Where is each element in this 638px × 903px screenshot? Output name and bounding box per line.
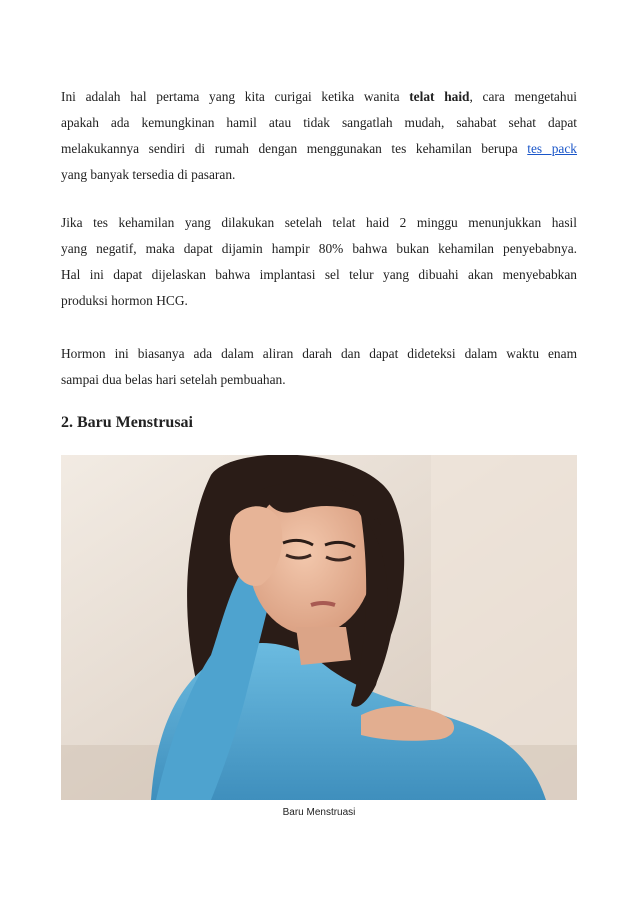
tes-pack-link[interactable]: tes pack <box>527 141 578 156</box>
paragraph-3-line-2: sampai dua belas hari setelah pembuahan. <box>61 372 286 387</box>
bold-term: telat haid <box>409 89 470 104</box>
paragraph-3-line-1: Hormon ini biasanya ada dalam aliran darah dan dapat dideteksi dalam waktu enam <box>61 346 577 361</box>
paragraph-1 <box>61 84 577 188</box>
paragraph-1-line-2: apakah ada kemungkinan hamil atau tidak sangatlah mudah, sahabat sehat dapat <box>61 115 577 130</box>
paragraph-2-line-3: Hal ini dapat dijelaskan bahwa implantasi sel telur yang dibuahi akan menyebabkan <box>61 267 577 282</box>
paragraph-1-line-1: Ini adalah hal pertama yang kita curigai ketika wanita telat haid, cara mengetahui <box>61 89 577 104</box>
paragraph-2 <box>61 210 577 314</box>
paragraph-2-line-1: Jika tes kehamilan yang dilakukan setelah telat haid 2 minggu menunjukkan hasil <box>61 215 577 230</box>
paragraph-1-line-3: melakukannya sendiri di rumah dengan menggunakan tes kehamilan berupa tes pack <box>61 141 578 156</box>
woman-stomach-pain-photo <box>61 455 577 800</box>
paragraph-1-line-4: yang banyak tersedia di pasaran. <box>61 167 236 182</box>
paragraph-2-line-4: produksi hormon HCG. <box>61 293 188 308</box>
paragraph-3 <box>61 341 577 393</box>
paragraph-2-line-2: yang negatif, maka dapat dijamin hampir 80% bahwa bukan kehamilan penyebabnya. <box>61 241 577 256</box>
section-heading: 2. Baru Menstrusai <box>61 414 193 431</box>
figure-caption: Baru Menstruasi <box>282 807 356 818</box>
